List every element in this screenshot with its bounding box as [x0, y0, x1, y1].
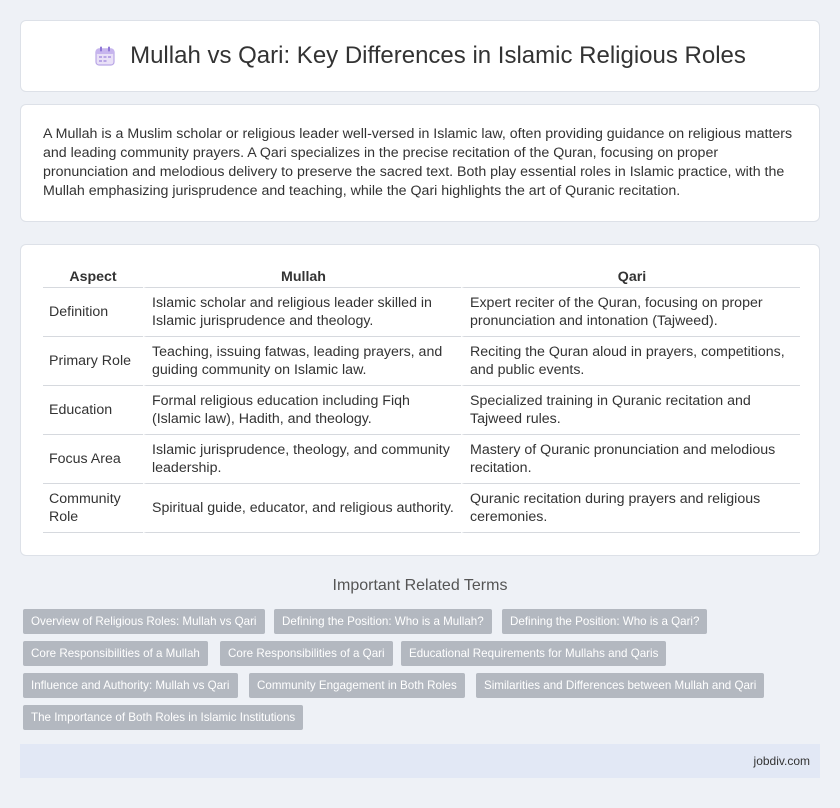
related-term-tag[interactable]: Community Engagement in Both Roles [249, 673, 465, 698]
cell-mullah: Islamic scholar and religious leader skilled in Islamic jurisprudence and theology. [143, 288, 461, 337]
related-term-tag[interactable]: Similarities and Differences between Mullah and Qari [476, 673, 764, 698]
related-term-tag[interactable]: Overview of Religious Roles: Mullah vs Qari [23, 609, 265, 634]
related-term-tag[interactable]: Educational Requirements for Mullahs and Qaris [401, 641, 666, 666]
cell-mullah: Teaching, issuing fatwas, leading prayers, and guiding community on Islamic law. [143, 337, 461, 386]
cell-qari: Expert reciter of the Quran, focusing on proper pronunciation and intonation (Tajweed). [461, 288, 800, 337]
related-term-tag[interactable]: Influence and Authority: Mullah vs Qari [23, 673, 238, 698]
related-term-tag[interactable]: Core Responsibilities of a Qari [220, 641, 393, 666]
related-term-tag[interactable]: The Importance of Both Roles in Islamic Institutions [23, 705, 303, 730]
cell-qari: Quranic recitation during prayers and religious ceremonies. [461, 484, 800, 533]
comparison-card [20, 244, 820, 556]
related-term-tag[interactable]: Defining the Position: Who is a Mullah? [274, 609, 492, 634]
cell-qari: Specialized training in Quranic recitation and Tajweed rules. [461, 386, 800, 435]
intro-card [20, 104, 820, 222]
cell-mullah: Formal religious education including Fiqh (Islamic law), Hadith, and theology. [143, 386, 461, 435]
intro-text: A Mullah is a Muslim scholar or religious leader well-versed in Islamic law, often providing guidance on religious matters and leading community prayers. A Qari specializes in the precise recitation of the Quran, focusing on proper pronunciation and melodious delivery to preserve the sacred text. Both play essential roles in Islamic practice, with the Mullah emphasizing jurisprudence and teaching, while the Qari highlights the art of Quranic recitation. [43, 126, 793, 199]
footer-site-link[interactable]: jobdiv.com [753, 754, 810, 768]
cell-aspect: Community Role [43, 484, 143, 533]
related-terms-title: Important Related Terms [332, 577, 508, 594]
calendar-icon [94, 45, 116, 67]
table-row [43, 288, 800, 337]
header-mullah: Mullah [143, 265, 461, 288]
header-qari: Qari [461, 265, 800, 288]
comparison-table [43, 265, 800, 533]
footer [20, 744, 820, 778]
cell-aspect: Education [43, 386, 143, 435]
cell-qari: Mastery of Quranic pronunciation and melodious recitation. [461, 435, 800, 484]
header-aspect: Aspect [43, 265, 143, 288]
table-header-row [43, 265, 800, 288]
cell-aspect: Focus Area [43, 435, 143, 484]
cell-mullah: Spiritual guide, educator, and religious authority. [143, 484, 461, 533]
table-row [43, 386, 800, 435]
related-term-tag[interactable]: Core Responsibilities of a Mullah [23, 641, 208, 666]
table-row [43, 484, 800, 533]
table-row [43, 435, 800, 484]
cell-aspect: Primary Role [43, 337, 143, 386]
page-title: Mullah vs Qari: Key Differences in Islamic Religious Roles [130, 42, 746, 69]
cell-mullah: Islamic jurisprudence, theology, and community leadership. [143, 435, 461, 484]
related-term-tag[interactable]: Defining the Position: Who is a Qari? [502, 609, 707, 634]
cell-qari: Reciting the Quran aloud in prayers, competitions, and public events. [461, 337, 800, 386]
header-card [20, 20, 820, 92]
cell-aspect: Definition [43, 288, 143, 337]
table-row [43, 337, 800, 386]
